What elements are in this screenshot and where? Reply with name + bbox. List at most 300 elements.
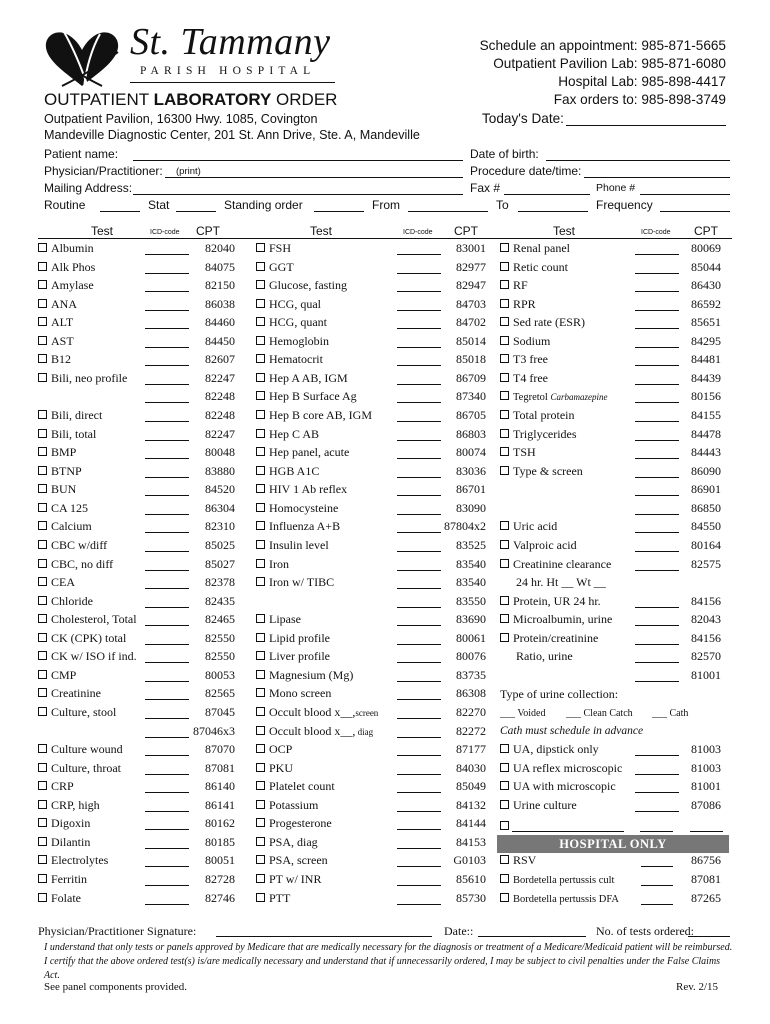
test-checkbox[interactable] — [256, 317, 265, 326]
test-checkbox[interactable] — [38, 688, 47, 697]
test-label: Bili, neo profile — [51, 370, 128, 385]
test-label: Iron — [269, 556, 289, 571]
test-checkbox[interactable] — [500, 781, 509, 790]
test-checkbox[interactable] — [256, 763, 265, 772]
test-row[interactable] — [256, 260, 294, 275]
test-checkbox[interactable] — [500, 874, 509, 883]
test-row[interactable] — [256, 668, 353, 683]
test-checkbox[interactable] — [500, 280, 509, 289]
test-row[interactable] — [500, 408, 574, 423]
test-label: Amylase — [51, 278, 94, 293]
test-row[interactable] — [38, 538, 107, 553]
cpt-code: 85018 — [456, 352, 486, 367]
test-label: Influenza A+B — [269, 519, 341, 534]
test-label-suffix: screen — [355, 708, 379, 718]
test-checkbox[interactable] — [38, 614, 47, 623]
test-checkbox[interactable] — [38, 336, 47, 345]
test-row[interactable] — [38, 260, 95, 275]
cpt-code: 80048 — [205, 445, 235, 460]
test-checkbox[interactable] — [256, 280, 265, 289]
phone-field[interactable] — [640, 194, 730, 195]
test-row[interactable] — [500, 464, 583, 479]
test-checkbox[interactable] — [38, 299, 47, 308]
test-checkbox[interactable] — [38, 837, 47, 846]
test-row[interactable] — [500, 371, 548, 386]
test-row[interactable] — [38, 594, 93, 609]
col1-cpt-header: CPT — [196, 224, 220, 238]
test-row[interactable] — [256, 501, 338, 516]
test-row[interactable] — [38, 705, 116, 720]
test-row[interactable] — [500, 334, 550, 349]
col3-cpt-header: CPT — [694, 224, 718, 238]
write-in-icd-field[interactable] — [640, 831, 673, 832]
todays-date-field[interactable] — [566, 125, 726, 126]
test-row[interactable] — [38, 297, 77, 312]
fax-field[interactable] — [504, 194, 590, 195]
test-checkbox[interactable] — [500, 855, 509, 864]
patient-name-field[interactable] — [133, 160, 463, 161]
test-checkbox[interactable] — [500, 614, 509, 623]
hospital-lab-phone: Hospital Lab: 985-898-4417 — [558, 74, 726, 89]
col3-icd-header: ICD-code — [641, 229, 671, 236]
test-row[interactable] — [256, 334, 329, 349]
test-label: Lipid profile — [269, 630, 330, 645]
test-row[interactable] — [256, 297, 321, 312]
test-checkbox[interactable] — [256, 373, 265, 382]
test-label: Hematocrit — [269, 352, 323, 367]
test-row[interactable] — [256, 872, 321, 887]
num-tests-field[interactable] — [688, 936, 730, 937]
write-in-checkbox[interactable] — [500, 821, 509, 830]
cpt-code: 82378 — [205, 575, 235, 590]
test-checkbox[interactable] — [256, 800, 265, 809]
test-row[interactable] — [256, 575, 334, 590]
date-field[interactable] — [478, 936, 586, 937]
test-row[interactable] — [38, 853, 108, 868]
routine-field[interactable] — [100, 211, 140, 212]
standing-order-label: Standing order — [224, 198, 303, 212]
test-row[interactable] — [500, 352, 548, 367]
test-row[interactable] — [256, 686, 331, 701]
test-checkbox[interactable] — [256, 855, 265, 864]
test-row[interactable] — [500, 872, 614, 887]
from-field[interactable] — [408, 211, 488, 212]
test-checkbox[interactable] — [500, 447, 509, 456]
test-checkbox[interactable] — [256, 354, 265, 363]
test-checkbox[interactable] — [38, 354, 47, 363]
test-label: Bordetella pertussis DFA — [513, 893, 619, 905]
test-row[interactable] — [256, 798, 318, 813]
cpt-code: 81001 — [691, 667, 721, 682]
test-checkbox[interactable] — [500, 744, 509, 753]
test-row[interactable] — [500, 798, 577, 813]
test-row[interactable] — [516, 649, 573, 664]
test-checkbox[interactable] — [256, 484, 265, 493]
cpt-code: 83550 — [456, 593, 486, 608]
test-checkbox[interactable] — [38, 800, 47, 809]
test-checkbox[interactable] — [256, 781, 265, 790]
physician-field[interactable] — [165, 177, 463, 178]
test-checkbox[interactable] — [38, 447, 47, 456]
test-row[interactable] — [38, 891, 81, 906]
test-checkbox[interactable] — [38, 317, 47, 326]
test-checkbox[interactable] — [256, 299, 265, 308]
to-field[interactable] — [518, 211, 588, 212]
test-row[interactable] — [500, 761, 622, 776]
test-row[interactable] — [256, 779, 335, 794]
cpt-code: 83090 — [456, 500, 486, 515]
cpt-code: 84702 — [456, 315, 486, 330]
test-checkbox[interactable] — [500, 596, 509, 605]
print-hint: (print) — [176, 166, 201, 177]
test-checkbox[interactable] — [38, 818, 47, 827]
test-checkbox[interactable] — [256, 874, 265, 883]
test-row[interactable] — [38, 686, 101, 701]
test-checkbox[interactable] — [500, 410, 509, 419]
test-label: Hep B Surface Ag — [269, 389, 357, 404]
cpt-code: 84132 — [456, 797, 486, 812]
test-checkbox[interactable] — [38, 466, 47, 475]
cpt-code: 82607 — [205, 352, 235, 367]
test-checkbox[interactable] — [500, 391, 509, 400]
col1-test-header: Test — [91, 224, 114, 238]
test-checkbox[interactable] — [256, 577, 265, 586]
frequency-field[interactable] — [660, 211, 730, 212]
test-checkbox[interactable] — [38, 651, 47, 660]
test-row[interactable] — [500, 742, 599, 757]
cpt-code: 85014 — [456, 333, 486, 348]
test-row[interactable] — [500, 427, 577, 442]
cpt-code: 82575 — [691, 556, 721, 571]
cpt-code: 87070 — [205, 742, 235, 757]
test-row[interactable] — [256, 352, 323, 367]
test-checkbox[interactable] — [256, 243, 265, 252]
test-checkbox[interactable] — [256, 336, 265, 345]
test-checkbox[interactable] — [38, 744, 47, 753]
test-row[interactable] — [256, 371, 348, 386]
cpt-code: 87177 — [456, 742, 486, 757]
test-checkbox[interactable] — [38, 262, 47, 271]
test-checkbox[interactable] — [38, 596, 47, 605]
dob-field[interactable] — [546, 160, 730, 161]
test-row[interactable] — [38, 612, 137, 627]
test-checkbox[interactable] — [38, 503, 47, 512]
test-label: Digoxin — [51, 816, 91, 831]
test-row[interactable] — [38, 445, 76, 460]
test-row[interactable] — [38, 482, 76, 497]
test-row[interactable] — [38, 742, 123, 757]
test-row[interactable] — [256, 612, 301, 627]
test-checkbox[interactable] — [500, 893, 509, 902]
cpt-code: 86756 — [691, 853, 721, 868]
location-mandeville: Mandeville Diagnostic Center, 201 St. Ann Drive, Ste. A, Mandeville — [44, 128, 420, 142]
test-checkbox[interactable] — [256, 893, 265, 902]
cpt-code: 80053 — [205, 667, 235, 682]
test-label: UA with microscopic — [513, 779, 616, 794]
test-row[interactable] — [256, 761, 293, 776]
cpt-code: 87340 — [456, 389, 486, 404]
cpt-code: 87045 — [205, 705, 235, 719]
test-row[interactable] — [38, 872, 87, 887]
test-row[interactable] — [38, 816, 90, 831]
test-row[interactable] — [256, 241, 291, 256]
test-checkbox[interactable] — [38, 521, 47, 530]
test-row[interactable] — [38, 798, 100, 813]
cpt-code: 87046x3 — [193, 723, 235, 738]
test-label: Occult blood x__, — [269, 705, 356, 719]
test-row[interactable] — [256, 853, 328, 868]
test-row[interactable] — [500, 519, 557, 534]
urine-cath-option[interactable]: ___ Cath — [652, 708, 689, 719]
test-row[interactable] — [38, 668, 76, 683]
urine-clean-catch-option[interactable]: ___ Clean Catch — [566, 708, 633, 719]
signature-field[interactable] — [216, 936, 432, 937]
test-label: Ratio, urine — [516, 649, 573, 664]
test-checkbox[interactable] — [38, 707, 47, 716]
test-label: HCG, qual — [269, 296, 321, 311]
test-label: PT w/ INR — [269, 872, 322, 887]
cpt-code: 85651 — [691, 315, 721, 330]
test-checkbox[interactable] — [500, 633, 509, 642]
test-checkbox[interactable] — [500, 763, 509, 772]
test-row[interactable] — [256, 464, 319, 479]
cpt-code: 80051 — [205, 853, 235, 868]
test-row[interactable] — [256, 389, 357, 404]
test-row[interactable] — [38, 779, 74, 794]
test-checkbox[interactable] — [256, 818, 265, 827]
test-row[interactable] — [500, 389, 607, 404]
test-checkbox[interactable] — [38, 373, 47, 382]
test-checkbox[interactable] — [500, 466, 509, 475]
test-row[interactable] — [500, 538, 577, 553]
test-row[interactable] — [256, 315, 327, 330]
test-row[interactable] — [256, 482, 347, 497]
test-row[interactable] — [256, 427, 319, 442]
test-checkbox[interactable] — [256, 447, 265, 456]
mailing-address-label: Mailing Address: — [44, 181, 133, 195]
test-label: TSH — [513, 445, 536, 460]
test-checkbox[interactable] — [256, 837, 265, 846]
test-checkbox[interactable] — [38, 559, 47, 568]
test-row[interactable] — [38, 427, 96, 442]
test-row[interactable] — [500, 594, 601, 609]
test-row[interactable] — [500, 612, 612, 627]
test-row[interactable] — [516, 575, 606, 590]
urine-voided-option[interactable]: ___ Voided — [500, 708, 546, 719]
dob-label: Date of birth: — [470, 147, 539, 161]
cpt-code: 86090 — [691, 463, 721, 478]
test-row[interactable] — [500, 278, 528, 293]
test-row[interactable] — [38, 408, 102, 423]
test-row[interactable] — [500, 779, 616, 794]
test-row[interactable] — [256, 519, 340, 534]
test-row[interactable] — [256, 724, 373, 739]
cpt-code: 81003 — [691, 742, 721, 757]
cpt-code: 84144 — [456, 816, 486, 831]
test-checkbox[interactable] — [256, 614, 265, 623]
test-checkbox[interactable] — [500, 336, 509, 345]
cpt-code: 86709 — [456, 370, 486, 385]
from-label: From — [372, 198, 400, 212]
test-checkbox[interactable] — [500, 429, 509, 438]
test-checkbox[interactable] — [38, 855, 47, 864]
test-row[interactable] — [500, 445, 536, 460]
test-label: Iron w/ TIBC — [269, 575, 335, 590]
test-row[interactable] — [256, 835, 318, 850]
stat-field[interactable] — [176, 211, 216, 212]
test-row[interactable] — [38, 575, 75, 590]
test-row[interactable] — [38, 631, 126, 646]
test-checkbox[interactable] — [256, 707, 265, 716]
col2-cpt-header: CPT — [454, 224, 478, 238]
test-label: Renal panel — [513, 241, 570, 255]
test-checkbox[interactable] — [256, 744, 265, 753]
test-row[interactable] — [38, 835, 90, 850]
test-row[interactable] — [38, 371, 127, 386]
cpt-code: 84439 — [691, 370, 721, 385]
test-checkbox[interactable] — [500, 243, 509, 252]
cpt-code: 81003 — [691, 760, 721, 775]
test-checkbox[interactable] — [38, 577, 47, 586]
test-checkbox[interactable] — [500, 299, 509, 308]
test-checkbox[interactable] — [500, 540, 509, 549]
header-rule — [38, 238, 732, 239]
test-checkbox[interactable] — [256, 429, 265, 438]
test-row[interactable] — [256, 408, 372, 423]
test-checkbox[interactable] — [500, 800, 509, 809]
test-row[interactable] — [38, 557, 113, 572]
test-checkbox[interactable] — [500, 262, 509, 271]
test-label: T3 free — [513, 352, 548, 367]
test-checkbox[interactable] — [256, 670, 265, 679]
test-row[interactable] — [38, 241, 94, 256]
test-row[interactable] — [256, 538, 329, 553]
test-row[interactable] — [256, 557, 289, 572]
test-checkbox[interactable] — [256, 726, 265, 735]
test-row[interactable] — [256, 705, 378, 720]
test-checkbox[interactable] — [256, 503, 265, 512]
procedure-date-field[interactable] — [584, 177, 730, 178]
test-row[interactable] — [500, 891, 619, 906]
test-checkbox[interactable] — [500, 317, 509, 326]
test-row[interactable] — [38, 315, 73, 330]
test-checkbox[interactable] — [38, 670, 47, 679]
write-in-test-field[interactable] — [512, 831, 624, 832]
test-row[interactable] — [38, 649, 137, 664]
location-covington: Outpatient Pavilion, 16300 Hwy. 1085, Covington — [44, 112, 318, 126]
test-label: Culture wound — [51, 742, 123, 757]
test-checkbox[interactable] — [38, 410, 47, 419]
test-checkbox[interactable] — [256, 633, 265, 642]
test-row[interactable] — [38, 278, 94, 293]
test-checkbox[interactable] — [38, 540, 47, 549]
test-checkbox[interactable] — [256, 559, 265, 568]
test-row[interactable] — [256, 742, 292, 757]
test-row[interactable] — [38, 519, 92, 534]
test-checkbox[interactable] — [500, 521, 509, 530]
test-label: CK w/ ISO if ind. — [51, 649, 137, 664]
standing-order-field[interactable] — [314, 211, 364, 212]
cpt-code: 82043 — [691, 612, 721, 627]
test-checkbox[interactable] — [256, 391, 265, 400]
test-row[interactable] — [500, 315, 585, 330]
test-row[interactable] — [38, 464, 82, 479]
test-label: Microalbumin, urine — [513, 612, 613, 627]
test-label: Electrolytes — [51, 853, 109, 868]
test-row[interactable] — [256, 278, 347, 293]
test-row[interactable] — [500, 260, 568, 275]
test-checkbox[interactable] — [500, 373, 509, 382]
test-row[interactable] — [38, 352, 71, 367]
test-row[interactable] — [38, 501, 88, 516]
cpt-code: 83525 — [456, 537, 486, 552]
test-row[interactable] — [500, 241, 570, 256]
test-label: T4 free — [513, 370, 548, 385]
test-checkbox[interactable] — [38, 243, 47, 252]
test-label: Chloride — [51, 593, 93, 608]
test-label: Type & screen — [513, 463, 583, 478]
cpt-code: 85730 — [456, 890, 486, 905]
test-row[interactable] — [500, 297, 536, 312]
test-label: Bili, direct — [51, 408, 103, 423]
cpt-code: 84520 — [205, 482, 235, 497]
test-label: HGB A1C — [269, 463, 320, 478]
medicare-disclaimer: I understand that only tests or panels approved by Medicare that are medically necessary for the diagnosis or treatment of a Medicare/Medicaid patient will be reimbursed. I certify that the above ordered test(s) is/are medically necessary and understand that if unnecessarily ordered, I may be subject to civil penalties under the False Claims Act. — [44, 942, 733, 981]
test-checkbox[interactable] — [256, 688, 265, 697]
test-checkbox[interactable] — [38, 763, 47, 772]
test-checkbox[interactable] — [38, 781, 47, 790]
col1-icd-header: ICD-code — [150, 229, 180, 236]
test-row[interactable] — [256, 649, 330, 664]
test-row[interactable] — [256, 891, 290, 906]
test-row[interactable] — [500, 557, 611, 572]
test-checkbox[interactable] — [256, 466, 265, 475]
test-checkbox[interactable] — [256, 262, 265, 271]
test-label: Lipase — [269, 612, 301, 627]
test-checkbox[interactable] — [38, 429, 47, 438]
cpt-code: 84295 — [691, 333, 721, 348]
test-checkbox[interactable] — [256, 521, 265, 530]
test-row[interactable] — [38, 334, 74, 349]
test-checkbox[interactable] — [500, 559, 509, 568]
test-label: Hemoglobin — [269, 333, 329, 348]
test-row[interactable] — [256, 445, 349, 460]
test-checkbox[interactable] — [256, 410, 265, 419]
test-row[interactable] — [500, 631, 598, 646]
test-checkbox[interactable] — [38, 893, 47, 902]
test-label: CRP — [51, 779, 74, 794]
test-checkbox[interactable] — [256, 540, 265, 549]
test-checkbox[interactable] — [38, 280, 47, 289]
test-row[interactable] — [256, 816, 332, 831]
mailing-address-field[interactable] — [133, 194, 463, 195]
test-row[interactable] — [500, 853, 536, 868]
cpt-code: 82746 — [205, 890, 235, 905]
test-label: Platelet count — [269, 779, 335, 794]
test-checkbox[interactable] — [500, 354, 509, 363]
date-label: Date:: — [444, 924, 474, 938]
test-checkbox[interactable] — [256, 651, 265, 660]
test-checkbox[interactable] — [38, 874, 47, 883]
test-checkbox[interactable] — [38, 633, 47, 642]
test-checkbox[interactable] — [38, 484, 47, 493]
heart-logo-icon — [42, 28, 132, 90]
test-row[interactable] — [38, 761, 121, 776]
patient-name-label: Patient name: — [44, 147, 119, 161]
cpt-code: 85027 — [205, 556, 235, 571]
write-in-cpt-field[interactable] — [690, 831, 723, 832]
test-row[interactable] — [256, 631, 330, 646]
